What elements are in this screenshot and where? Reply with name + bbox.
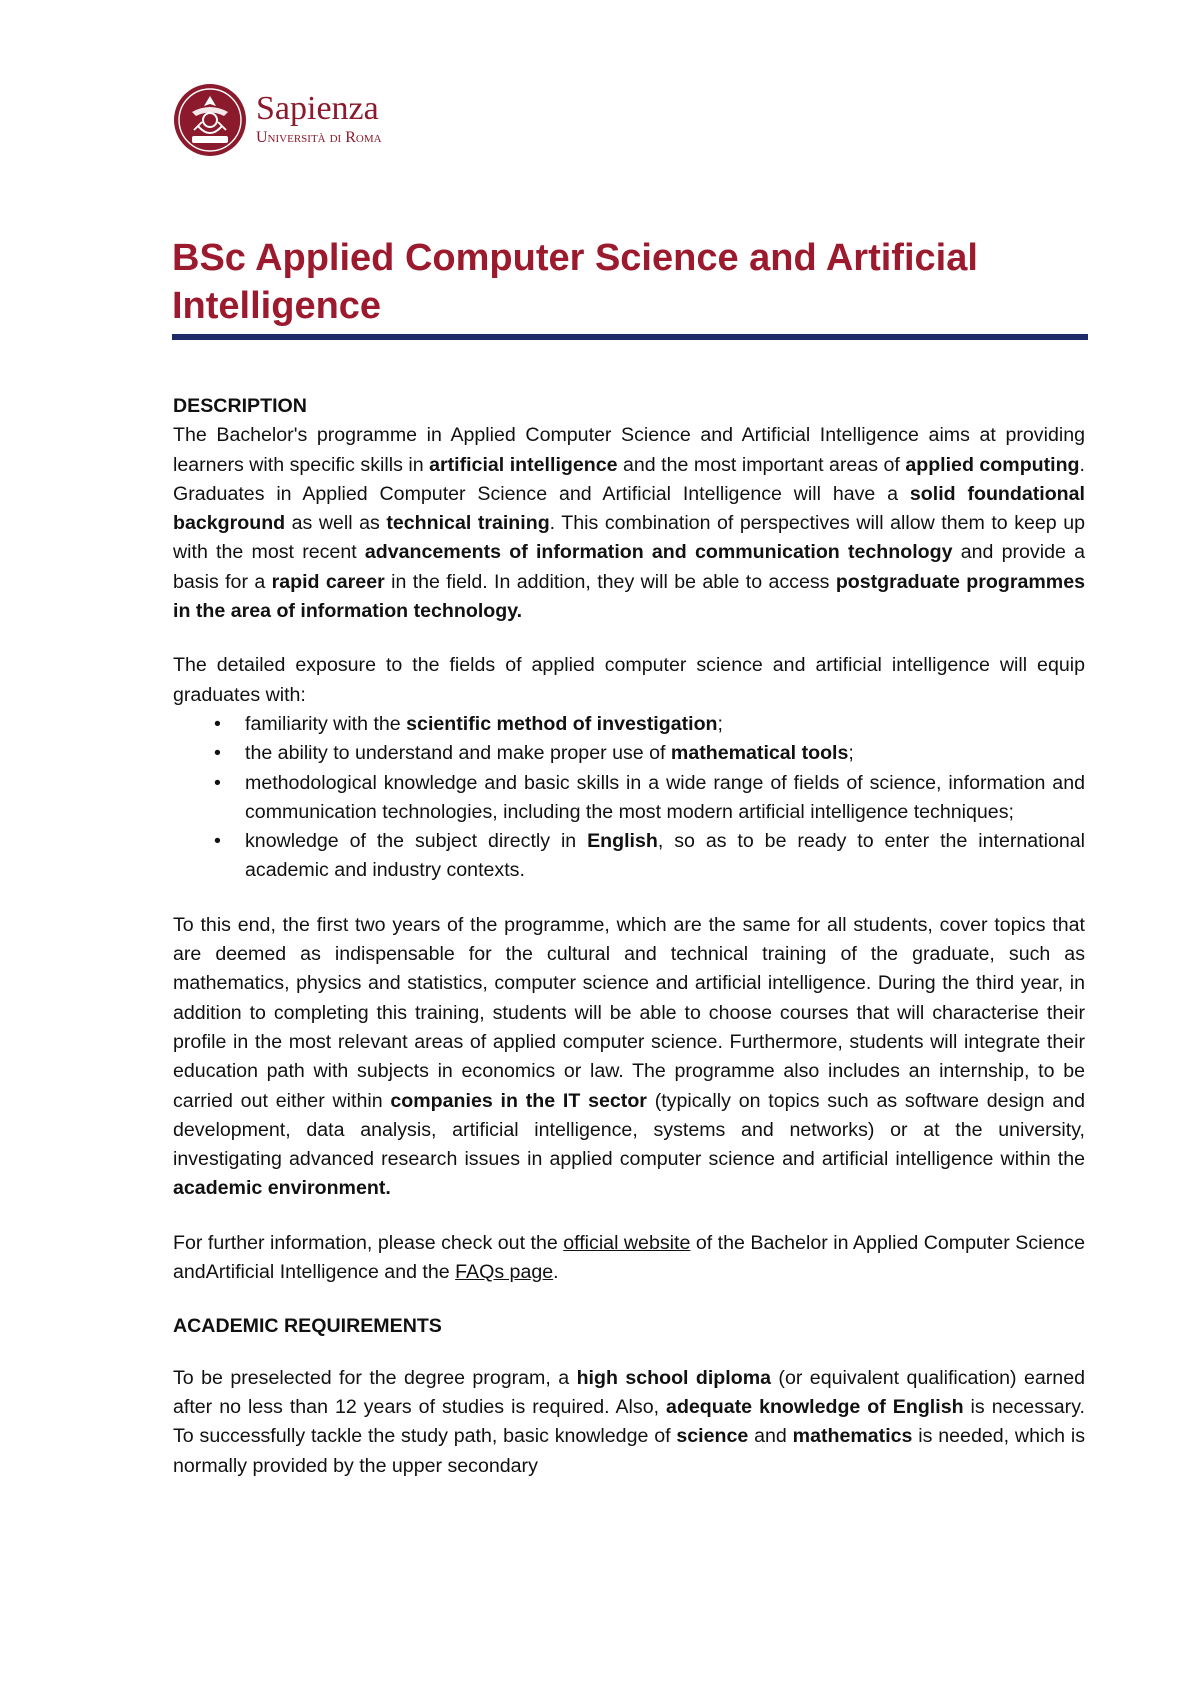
bullet-icon: • xyxy=(214,830,221,853)
list-item xyxy=(173,769,1085,828)
list-item-text xyxy=(245,772,1085,823)
bullet-icon: • xyxy=(214,712,221,735)
text-run: and xyxy=(748,1425,793,1448)
page-title: BSc Applied Computer Science and Artificial Intelligence xyxy=(172,237,978,327)
text-run: and provide a basis for a xyxy=(173,541,1085,593)
requirements-heading: ACADEMIC REQUIREMENTS xyxy=(173,1315,442,1338)
sapienza-seal-icon xyxy=(172,82,248,158)
bold-phrase: companies in the IT sector xyxy=(390,1089,647,1112)
programme-structure xyxy=(173,911,1085,1204)
text-run: familiarity with the xyxy=(245,712,407,735)
document-body xyxy=(173,392,1085,1506)
text-run: knowledge of the subject directly in xyxy=(245,830,588,853)
text-run: of the Bachelor in Applied Computer Science andArtificial Intelligence and the xyxy=(173,1231,1085,1284)
logo-subtitle: Università di Roma xyxy=(256,129,382,146)
bold-phrase: solid foundational background xyxy=(173,482,1085,535)
bold-phrase: rapid career xyxy=(271,570,385,593)
text-run: The Bachelor's programme in Applied Computer Science and Artificial Intelligence aims at providing learners with specific skills in xyxy=(173,424,1085,476)
sapienza-logo xyxy=(172,82,412,160)
bold-phrase: mathematics xyxy=(792,1425,913,1448)
list-item xyxy=(173,710,1085,739)
text-run: To this end, the first two years of the programme, which are the same for all students, cover topics that are deemed as indispensable for the cultural and technical training of the graduate, such as mathematics, physics and statistics, computer science and artificial intelligence. During the third year, in addition to completing this training, students will be able to choose courses that will characterise their profile in the most relevant areas of applied computer science. Furthermore, students will integrate their education path with subjects in economics or law. The programme also includes an internship, to be carried out either within xyxy=(173,913,1085,1112)
text-run: The detailed exposure to the fields of applied computer science and artificial intelligence will equip graduates with: xyxy=(173,654,1085,706)
bold-phrase: academic environment. xyxy=(173,1177,391,1200)
text-run: and the most important areas of xyxy=(617,453,906,476)
bullet-icon: • xyxy=(214,742,221,765)
bullet-icon: • xyxy=(214,771,221,794)
description-heading: DESCRIPTION xyxy=(173,395,307,417)
list-item xyxy=(173,739,1085,768)
skills-list xyxy=(173,710,1085,886)
description-intro xyxy=(173,421,1085,626)
bold-phrase: English xyxy=(587,830,658,853)
list-item-text xyxy=(245,713,723,735)
text-run: . xyxy=(553,1261,559,1284)
text-run: is needed, which is normally provided by the upper secondary xyxy=(173,1425,1085,1477)
text-run: , so as to be ready to enter the international academic and industry contexts. xyxy=(245,830,1086,882)
bold-phrase: mathematical tools xyxy=(670,742,849,765)
title-divider xyxy=(172,334,1088,340)
text-run: . Graduates in Applied Computer Science and Artificial Intelligence will have a xyxy=(173,453,1085,505)
text-run: the ability to understand and make proper use of xyxy=(245,742,671,765)
list-item xyxy=(173,827,1085,886)
logo-wordmark xyxy=(256,90,382,148)
text-run: ; xyxy=(848,742,854,765)
text-run: ; xyxy=(717,712,723,735)
bold-phrase: high school diploma xyxy=(576,1366,772,1389)
description-exposure xyxy=(173,651,1085,710)
list-item-text xyxy=(245,742,854,764)
list-item-text xyxy=(245,830,1085,881)
text-run: as well as xyxy=(285,512,387,535)
official-website-link[interactable]: official website xyxy=(563,1231,691,1254)
bold-phrase: scientific method of investigation xyxy=(406,712,718,735)
text-run: For further information, please check out the xyxy=(173,1231,564,1254)
bold-phrase: technical training xyxy=(386,512,550,535)
bold-phrase: artificial intelligence xyxy=(429,453,618,476)
bold-phrase: advancements of information and communication technology xyxy=(364,541,953,564)
text-run: in the field. In addition, they will be able to access xyxy=(384,570,836,593)
text-run: (or equivalent qualification) earned after no less than 12 years of studies is required. Also, xyxy=(173,1366,1085,1418)
bold-phrase: adequate knowledge of English xyxy=(666,1395,964,1418)
further-information xyxy=(173,1229,1085,1288)
requirements-text xyxy=(173,1364,1085,1481)
text-run: (typically on topics such as software design and development, data analysis, artificial intelligence, systems and networks) or at the university, investigating advanced research issues in applied computer science and artificial intelligence within the xyxy=(173,1089,1085,1171)
logo-name: Sapienza xyxy=(256,90,379,127)
text-run: . This combination of perspectives will allow them to keep up with the most recent xyxy=(173,512,1085,564)
bold-phrase: postgraduate programmes in the area of information technology. xyxy=(173,570,1085,623)
faqs-page-link[interactable]: FAQs page xyxy=(455,1261,554,1284)
text-run: is necessary. To successfully tackle the study path, basic knowledge of xyxy=(173,1395,1085,1448)
bold-phrase: applied computing xyxy=(905,453,1080,476)
bold-phrase: science xyxy=(676,1425,749,1448)
text-run: To be preselected for the degree program, a xyxy=(173,1366,577,1389)
text-run: methodological knowledge and basic skills in a wide range of fields of science, information and communication technologies, including the most modern artificial intelligence techniques; xyxy=(245,771,1085,823)
